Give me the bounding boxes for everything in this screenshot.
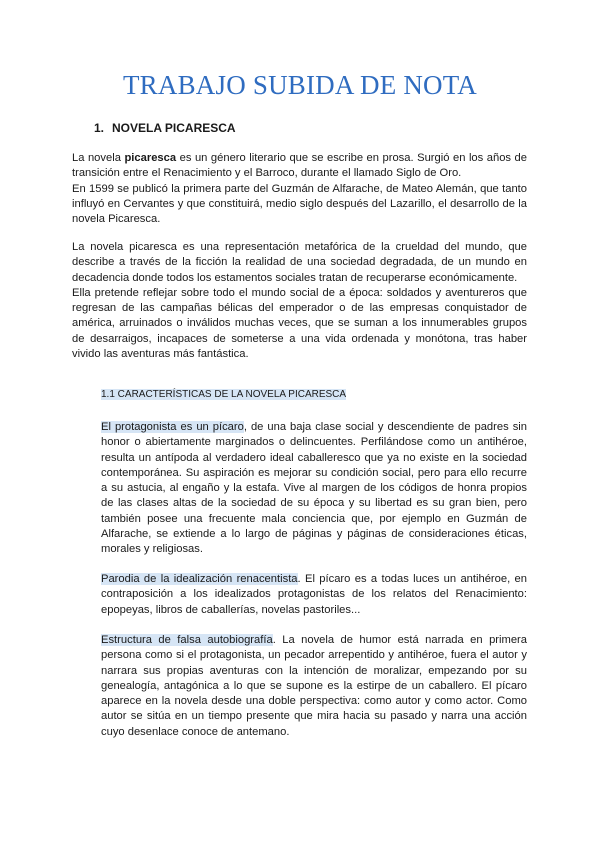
characteristic-paragraph bbox=[101, 633, 527, 740]
characteristic-parodia bbox=[101, 572, 527, 618]
characteristic-paragraph bbox=[101, 572, 527, 618]
bold-term: picaresca bbox=[124, 152, 177, 164]
intro-block bbox=[72, 151, 527, 227]
characteristic-label: Parodia de la idealización renacentista bbox=[101, 573, 298, 585]
characteristic-text: . La novela de humor está narrada en primera persona como si el protagonista, un pecador arrepentido y antihéroe, fuera el autor y narrara sus propias aventuras con la intención de moralizar, empezando por su genealogía, antagónica a lo que se supone es la estirpe de un caballero. El pícaro aparece en la novela desde una doble perspectiva: como autor y como actor. Como autor se sitúa en un tiempo presente que mira hacia su pasado y narra una acción cuyo desenlace conoce de antemano. bbox=[101, 634, 527, 738]
characteristic-text: . El pícaro es a todas luces un antihéroe, en contraposición a los idealizados protagonistas de los relatos del Renacimiento: epopeyas, libros de caballerías, novelas pastoriles... bbox=[101, 573, 527, 616]
characteristic-protagonista bbox=[101, 420, 527, 558]
paragraph-definition bbox=[72, 151, 527, 182]
paragraph-social-world: Ella pretende reflejar sobre todo el mundo social de a época: soldados y aventureros que regresan de las campañas bélicas del emperador o de las empresas conquistador de américa, arruinados o inválidos muchas veces, que se suman a los innumerables grupos de desarraigos, incapaces de someterse a una vida ordenada y monótona, tras haber vivido las aventuras más fantástica. bbox=[72, 286, 527, 361]
section-number: 1. bbox=[94, 121, 105, 135]
characteristic-label: Estructura de falsa autobiografía bbox=[101, 634, 273, 646]
characteristic-text: , de una baja clase social y descendiente de padres sin honor o abiertamente marginados o delincuentes. Perfilándose como un antihéroe, resulta un antípoda al verdadero ideal caballeresco que ya no existe en la sociedad contemporánea. Su aspiración es mejorar su condición social, pero para ello recurre a su astucia, al engaño y la estafa. Vive al margen de los códigos de honra propios de las clases altas de la sociedad de su época y su libertad es su gran bien, pero también posee una frecuente mala conciencia que, por ejemplo en Guzmán de Alfarache, se extiende a lo largo de páginas y páginas de consideraciones éticas, morales y religiosas. bbox=[101, 421, 527, 556]
subsection-heading-text: 1.1 CARACTERÍSTICAS DE LA NOVELA PICARESCA bbox=[101, 389, 347, 400]
paragraph-representation: La novela picaresca es una representación metafórica de la crueldad del mundo, que describe a través de la ficción la realidad de una sociedad degradada, de un mundo en decadencia donde todos los estamentos sociales tratan de recuperarse económicamente. bbox=[72, 241, 527, 284]
paragraph-text: La novela bbox=[72, 152, 125, 164]
description-block bbox=[72, 240, 527, 362]
paragraph-guzman: En 1599 se publicó la primera parte del Guzmán de Alfarache, de Mateo Alemán, que tanto influyó en Cervantes y que constituirá, medio siglo después del Lazarillo, el desarrollo de la novela Picaresca. bbox=[72, 182, 527, 226]
paragraph-text: es un género literario que se escribe en prosa. Surgió en los años de transición entre el Renacimiento y el Barroco, durante el llamado Siglo de Oro. bbox=[72, 152, 527, 180]
document-title: TRABAJO SUBIDA DE NOTA bbox=[122, 70, 477, 100]
characteristic-label: El protagonista es un pícaro bbox=[101, 421, 244, 433]
subsection-heading bbox=[101, 389, 346, 400]
characteristic-estructura bbox=[101, 633, 527, 740]
characteristic-paragraph bbox=[101, 420, 527, 558]
section-heading-novela-picaresca bbox=[94, 121, 236, 135]
section-heading-text: NOVELA PICARESCA bbox=[112, 121, 236, 135]
